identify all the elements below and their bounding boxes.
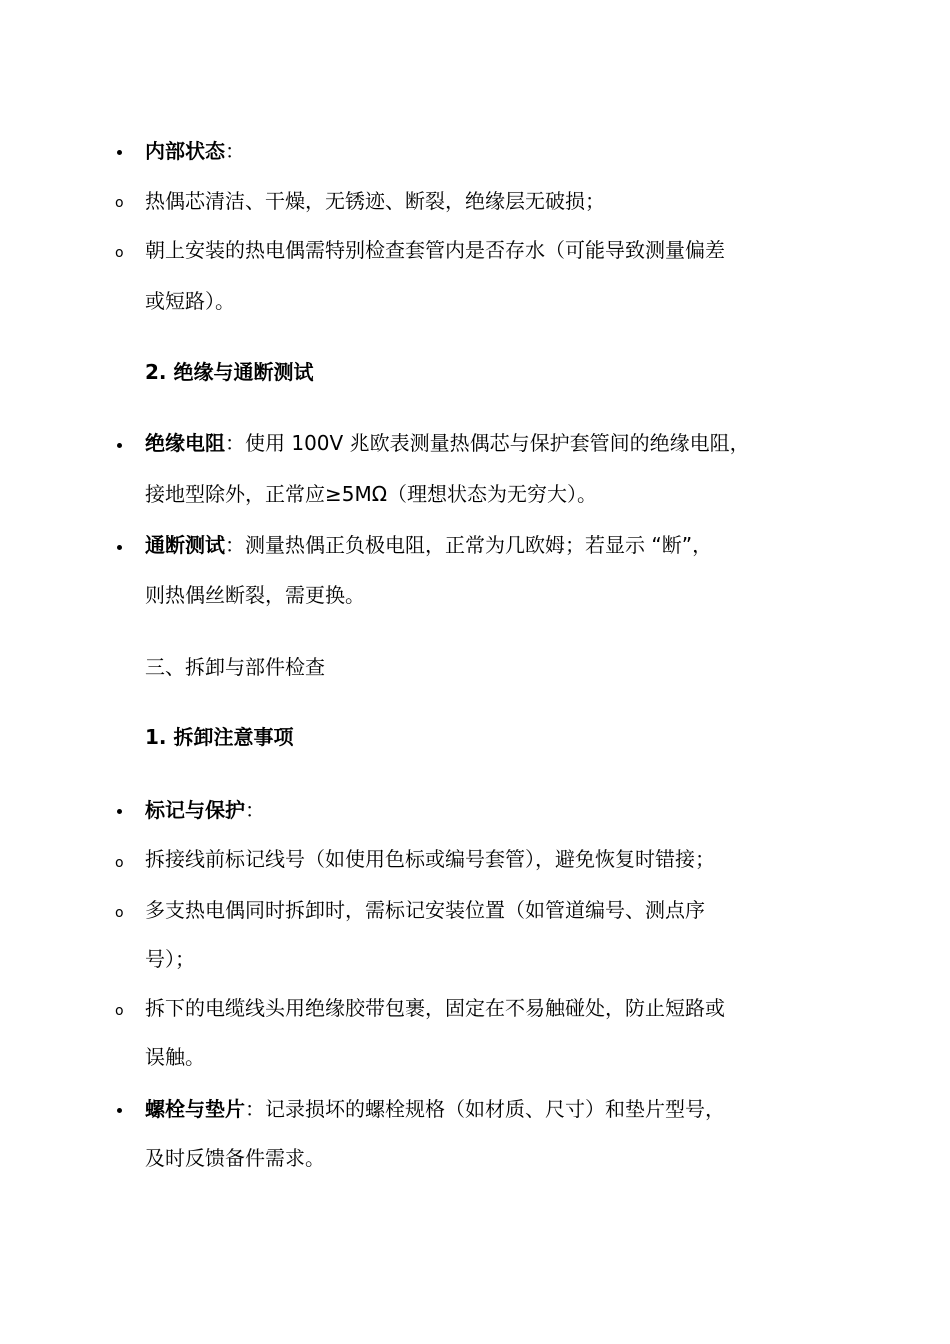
internal-item: 朝上安装的热电偶需特别检查套管内是否存水（可能导致测量偏差 [145, 238, 725, 262]
sub-bullet-icon: o [115, 1003, 124, 1019]
sub-bullet-icon: o [115, 905, 124, 921]
sub-bullet-icon: o [115, 245, 124, 261]
continuity-paragraph-continued: 则热偶丝断裂，需更换。 [145, 583, 365, 607]
test-section-title: 2. 绝缘与通断测试 [145, 360, 314, 384]
bullet-icon [117, 809, 122, 814]
marking-item: 拆下的电缆线头用绝缘胶带包裹，固定在不易触碰处，防止短路或 [145, 996, 725, 1020]
disassembly-subtitle: 1. 拆卸注意事项 [145, 725, 294, 749]
marking-item: 拆接线前标记线号（如使用色标或编号套管），避免恢复时错接； [145, 847, 715, 871]
marking-item: 多支热电偶同时拆卸时，需标记安装位置（如管道编号、测点序 [145, 898, 705, 922]
bullet-icon [117, 1108, 122, 1113]
marking-item-continued: 号）； [145, 947, 195, 971]
disassembly-section-title: 三、拆卸与部件检查 [145, 655, 325, 679]
internal-heading: 内部状态： [145, 139, 245, 163]
internal-item: 热偶芯清洁、干燥，无锈迹、断裂，绝缘层无破损； [145, 189, 605, 213]
insulation-paragraph-continued: 接地型除外，正常应≥5MΩ（理想状态为无穷大）。 [145, 482, 598, 506]
sub-bullet-icon: o [115, 855, 124, 871]
bullet-icon [117, 443, 122, 448]
bullet-icon [117, 150, 122, 155]
bolt-paragraph-continued: 及时反馈备件需求。 [145, 1146, 325, 1170]
bolt-paragraph: 螺栓与垫片：记录损坏的螺栓规格（如材质、尺寸）和垫片型号， [145, 1097, 725, 1121]
marking-item-continued: 误触。 [145, 1045, 205, 1069]
internal-item-continued: 或短路）。 [145, 289, 235, 313]
continuity-paragraph: 通断测试：测量热偶正负极电阻，正常为几欧姆；若显示 “断”， [145, 533, 713, 557]
bullet-icon [117, 545, 122, 550]
marking-heading: 标记与保护： [145, 798, 265, 822]
insulation-paragraph: 绝缘电阻：使用 100V 兆欧表测量热偶芯与保护套管间的绝缘电阻， [145, 431, 750, 455]
sub-bullet-icon: o [115, 195, 124, 211]
